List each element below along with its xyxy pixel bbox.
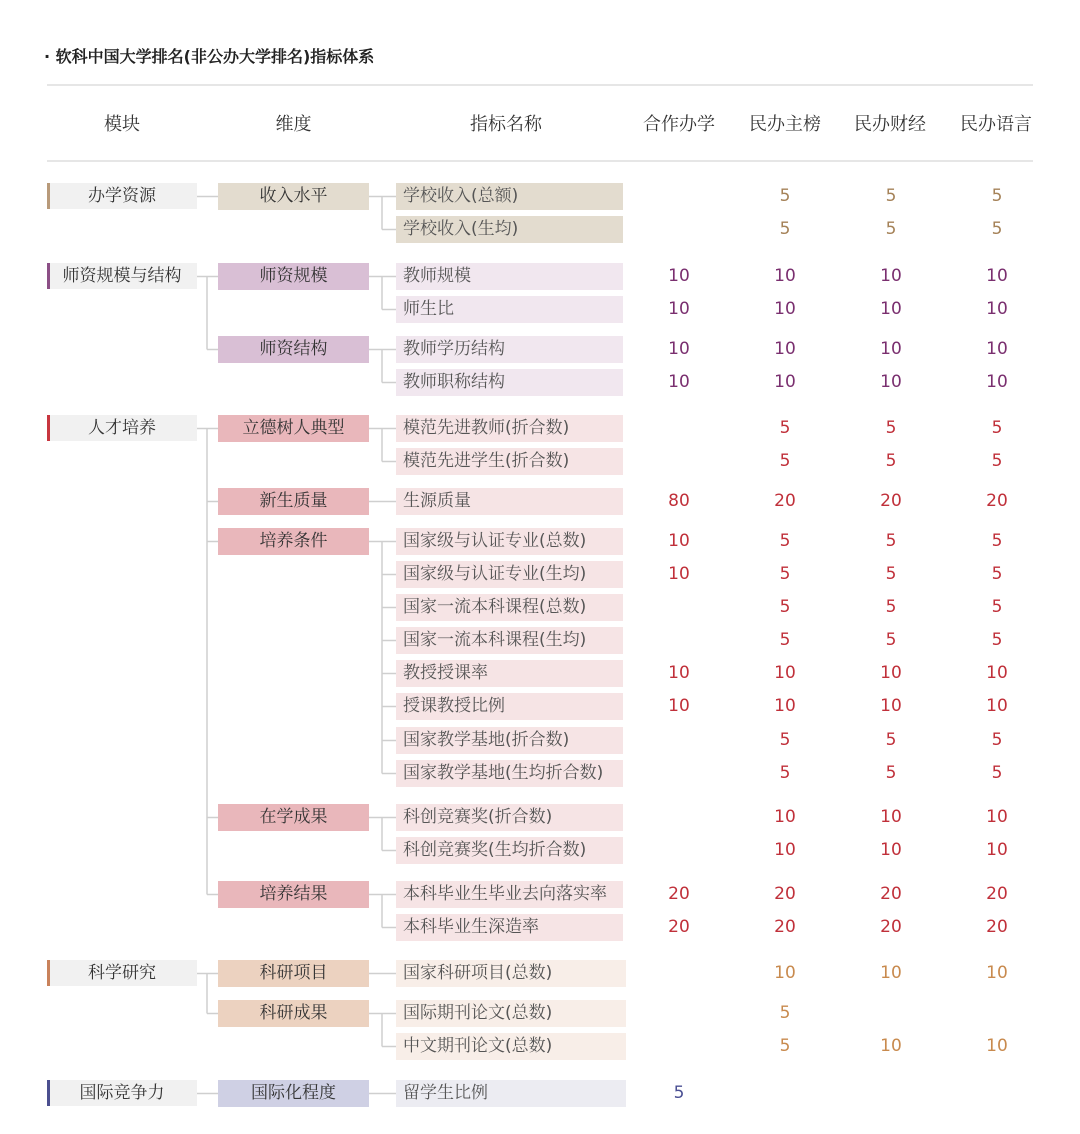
weight-value: 10 bbox=[774, 807, 796, 827]
weight-value: 5 bbox=[885, 730, 897, 750]
weight-value: 5 bbox=[885, 219, 897, 239]
weight-value: 5 bbox=[779, 564, 791, 584]
weight-value: 10 bbox=[986, 963, 1008, 983]
module-name: 办学资源 bbox=[88, 186, 156, 206]
module-name: 国际竞争力 bbox=[79, 1083, 165, 1103]
module-label bbox=[47, 415, 197, 441]
weight-value: 10 bbox=[774, 963, 796, 983]
module-color-bar bbox=[47, 183, 50, 209]
dimension-label: 科研项目 bbox=[218, 960, 369, 987]
weight-value: 5 bbox=[885, 451, 897, 471]
module-name: 人才培养 bbox=[88, 418, 156, 438]
indicator-name: 学校收入(生均) bbox=[396, 216, 623, 243]
indicator-name: 师生比 bbox=[396, 296, 623, 323]
indicator-name: 教授授课率 bbox=[396, 660, 623, 687]
weight-value: 10 bbox=[880, 372, 902, 392]
weight-value: 20 bbox=[986, 491, 1008, 511]
weight-value: 5 bbox=[885, 186, 897, 206]
weight-value: 5 bbox=[991, 763, 1003, 783]
indicator-name: 国家一流本科课程(生均) bbox=[396, 627, 623, 654]
weight-value: 10 bbox=[986, 840, 1008, 860]
dimension-label: 国际化程度 bbox=[218, 1080, 369, 1107]
indicator-name: 学校收入(总额) bbox=[396, 183, 623, 210]
weight-value: 10 bbox=[880, 696, 902, 716]
weight-value: 10 bbox=[774, 663, 796, 683]
weight-value: 5 bbox=[991, 186, 1003, 206]
weight-value: 10 bbox=[880, 266, 902, 286]
weight-value: 10 bbox=[774, 299, 796, 319]
weight-value: 20 bbox=[668, 884, 690, 904]
indicator-name: 授课教授比例 bbox=[396, 693, 623, 720]
weight-value: 10 bbox=[668, 531, 690, 551]
module-label bbox=[47, 960, 197, 986]
weight-value: 10 bbox=[774, 339, 796, 359]
dimension-label: 新生质量 bbox=[218, 488, 369, 515]
weight-value: 5 bbox=[991, 597, 1003, 617]
indicator-name: 国家级与认证专业(生均) bbox=[396, 561, 623, 588]
weight-value: 10 bbox=[986, 1036, 1008, 1056]
weight-value: 5 bbox=[885, 418, 897, 438]
weight-value: 5 bbox=[779, 1003, 791, 1023]
header-module: 模块 bbox=[104, 114, 140, 135]
weight-value: 5 bbox=[779, 451, 791, 471]
indicator-name: 国家一流本科课程(总数) bbox=[396, 594, 623, 621]
weight-value: 10 bbox=[880, 963, 902, 983]
weight-value: 20 bbox=[986, 884, 1008, 904]
indicator-name: 中文期刊论文(总数) bbox=[396, 1033, 626, 1060]
header-private-language: 民办语言 bbox=[960, 114, 1032, 135]
weight-value: 10 bbox=[774, 372, 796, 392]
weight-value: 20 bbox=[668, 917, 690, 937]
weight-value: 10 bbox=[880, 299, 902, 319]
module-label bbox=[47, 1080, 197, 1106]
indicator-name: 本科毕业生深造率 bbox=[396, 914, 623, 941]
weight-value: 10 bbox=[668, 564, 690, 584]
weight-value: 5 bbox=[779, 186, 791, 206]
indicator-name: 本科毕业生毕业去向落实率 bbox=[396, 881, 623, 908]
module-name: 科学研究 bbox=[88, 963, 156, 983]
weight-value: 80 bbox=[668, 491, 690, 511]
weight-value: 5 bbox=[779, 219, 791, 239]
weight-value: 10 bbox=[986, 663, 1008, 683]
weight-value: 5 bbox=[779, 597, 791, 617]
weight-value: 10 bbox=[668, 299, 690, 319]
weight-value: 5 bbox=[885, 630, 897, 650]
dimension-label: 科研成果 bbox=[218, 1000, 369, 1027]
weight-value: 5 bbox=[779, 763, 791, 783]
weight-value: 5 bbox=[779, 1036, 791, 1056]
header-private-main: 民办主榜 bbox=[749, 114, 821, 135]
weight-value: 5 bbox=[991, 451, 1003, 471]
weight-value: 20 bbox=[774, 884, 796, 904]
weight-value: 5 bbox=[885, 564, 897, 584]
page-title: · 软科中国大学排名(非公办大学排名)指标体系 bbox=[44, 47, 375, 66]
weight-value: 5 bbox=[779, 730, 791, 750]
module-color-bar bbox=[47, 1080, 50, 1106]
weight-value: 10 bbox=[986, 299, 1008, 319]
dimension-label: 师资规模 bbox=[218, 263, 369, 290]
weight-value: 5 bbox=[991, 730, 1003, 750]
weight-value: 10 bbox=[668, 339, 690, 359]
weight-value: 10 bbox=[986, 372, 1008, 392]
indicator-name: 国际期刊论文(总数) bbox=[396, 1000, 626, 1027]
weight-value: 10 bbox=[986, 807, 1008, 827]
weight-value: 20 bbox=[880, 491, 902, 511]
weight-value: 20 bbox=[880, 884, 902, 904]
indicator-name: 科创竞赛奖(生均折合数) bbox=[396, 837, 623, 864]
weight-value: 10 bbox=[880, 807, 902, 827]
weight-value: 5 bbox=[991, 630, 1003, 650]
module-color-bar bbox=[47, 415, 50, 441]
weight-value: 10 bbox=[986, 266, 1008, 286]
module-color-bar bbox=[47, 263, 50, 289]
weight-value: 10 bbox=[880, 339, 902, 359]
dimension-label: 培养结果 bbox=[218, 881, 369, 908]
indicator-name: 留学生比例 bbox=[396, 1080, 626, 1107]
weight-value: 10 bbox=[774, 266, 796, 286]
weight-value: 20 bbox=[774, 917, 796, 937]
indicator-name: 教师规模 bbox=[396, 263, 623, 290]
dimension-label: 立德树人典型 bbox=[218, 415, 369, 442]
indicator-name: 模范先进教师(折合数) bbox=[396, 415, 623, 442]
indicator-name: 国家级与认证专业(总数) bbox=[396, 528, 623, 555]
module-label bbox=[47, 183, 197, 209]
weight-value: 5 bbox=[779, 630, 791, 650]
weight-value: 5 bbox=[885, 763, 897, 783]
weight-value: 5 bbox=[991, 531, 1003, 551]
weight-value: 5 bbox=[991, 418, 1003, 438]
indicator-name: 科创竞赛奖(折合数) bbox=[396, 804, 623, 831]
weight-value: 5 bbox=[779, 418, 791, 438]
dimension-label: 师资结构 bbox=[218, 336, 369, 363]
weight-value: 10 bbox=[668, 696, 690, 716]
dimension-label: 培养条件 bbox=[218, 528, 369, 555]
module-label bbox=[47, 263, 197, 289]
weight-value: 5 bbox=[991, 219, 1003, 239]
header-indicator: 指标名称 bbox=[470, 114, 542, 135]
weight-value: 10 bbox=[668, 663, 690, 683]
weight-value: 10 bbox=[774, 696, 796, 716]
weight-value: 10 bbox=[880, 1036, 902, 1056]
indicator-name: 国家教学基地(生均折合数) bbox=[396, 760, 623, 787]
dimension-label: 在学成果 bbox=[218, 804, 369, 831]
module-name: 师资规模与结构 bbox=[62, 266, 182, 286]
indicator-name: 模范先进学生(折合数) bbox=[396, 448, 623, 475]
weight-value: 5 bbox=[885, 531, 897, 551]
weight-value: 10 bbox=[668, 266, 690, 286]
weight-value: 5 bbox=[779, 531, 791, 551]
indicator-name: 国家科研项目(总数) bbox=[396, 960, 626, 987]
weight-value: 20 bbox=[986, 917, 1008, 937]
weight-value: 20 bbox=[880, 917, 902, 937]
module-color-bar bbox=[47, 960, 50, 986]
dimension-label: 收入水平 bbox=[218, 183, 369, 210]
header-cooperative: 合作办学 bbox=[643, 114, 715, 135]
header-private-finance: 民办财经 bbox=[854, 114, 926, 135]
weight-value: 5 bbox=[673, 1083, 685, 1103]
indicator-name: 生源质量 bbox=[396, 488, 623, 515]
indicator-name: 国家教学基地(折合数) bbox=[396, 727, 623, 754]
weight-value: 10 bbox=[986, 339, 1008, 359]
weight-value: 5 bbox=[991, 564, 1003, 584]
weight-value: 10 bbox=[986, 696, 1008, 716]
weight-value: 20 bbox=[774, 491, 796, 511]
header-dimension: 维度 bbox=[275, 114, 312, 135]
weight-value: 10 bbox=[880, 663, 902, 683]
indicator-name: 教师学历结构 bbox=[396, 336, 623, 363]
weight-value: 10 bbox=[774, 840, 796, 860]
weight-value: 10 bbox=[880, 840, 902, 860]
weight-value: 10 bbox=[668, 372, 690, 392]
indicator-name: 教师职称结构 bbox=[396, 369, 623, 396]
weight-value: 5 bbox=[885, 597, 897, 617]
